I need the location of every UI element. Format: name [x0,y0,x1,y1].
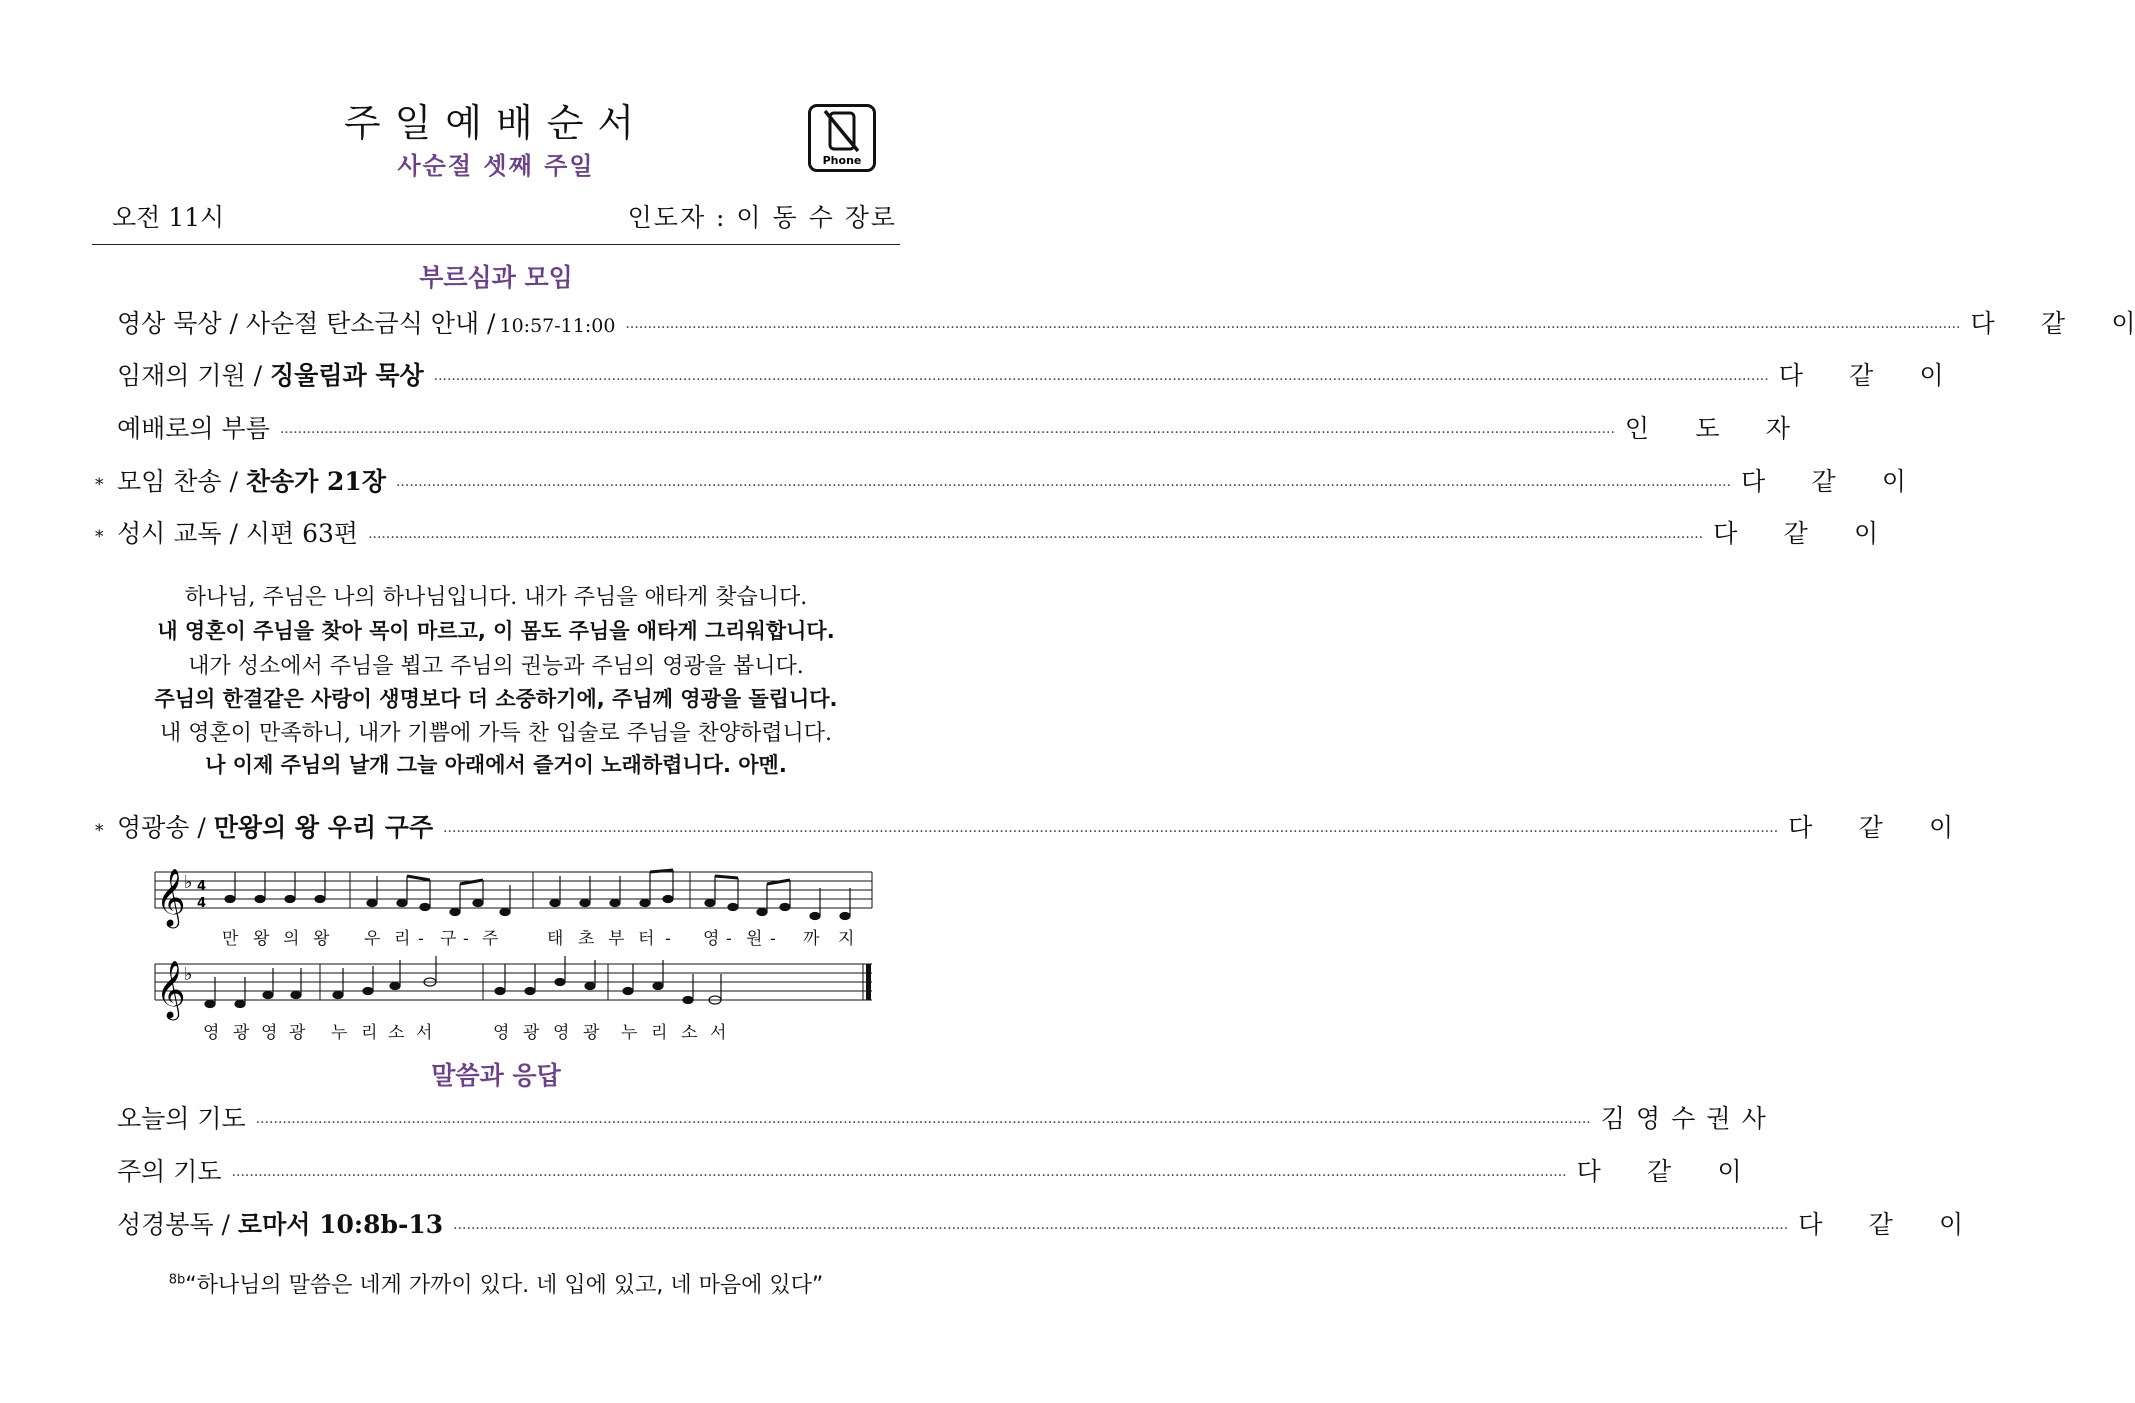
section-title-gathering: 부르심과 모임 [419,263,573,292]
svg-text:리: 리 [394,929,411,949]
order-label: 임재의 기원 / 징울림과 묵상 [117,361,424,390]
order-time: 10:57-11:00 [499,315,616,337]
leader-dots: ············································································································································································································································································································ [395,478,1732,494]
svg-text:태: 태 [547,929,564,949]
page-title: 주일예배순서 [343,101,649,145]
svg-text:광: 광 [233,1023,250,1043]
svg-text:구: 구 [440,929,457,949]
svg-text:서: 서 [710,1023,727,1043]
flat-icon: ♭ [184,964,193,985]
svg-text:우: 우 [364,929,381,949]
svg-text:-: - [726,929,732,949]
svg-text:소: 소 [388,1023,405,1043]
music-score [150,862,880,1047]
leader-dots: ············································································································································································································································································································ [443,824,1779,840]
treble-clef-icon: 𝄞 [156,960,186,1018]
svg-text:영: 영 [261,1023,278,1043]
treble-clef-icon: 𝄞 [156,868,186,926]
leader-dots: ············································································································································································································································································································ [255,1115,1591,1131]
svg-text:부: 부 [608,929,625,949]
svg-text:영: 영 [703,929,720,949]
time-signature-top: 4 [197,879,207,894]
order-label: 성경봉독 / 로마서 10:8b-13 [117,1210,444,1239]
order-row [95,1099,1766,1135]
order-who: 다 같 이 [1576,1157,1742,1186]
svg-text:광: 광 [523,1023,540,1043]
leader-dots: ············································································································································································································································································································ [368,530,1704,546]
svg-text:-: - [665,929,671,949]
order-label: 성시 교독 / 시편 63편 [117,519,359,548]
verse-text: “하나님의 말씀은 네게 가까이 있다. 네 입에 있고, 네 마음에 있다” [185,1273,824,1298]
phone-label: Phone [822,154,862,167]
order-label: 모임 찬송 / 찬송가 21장 [117,467,386,496]
flat-icon: ♭ [184,872,193,893]
svg-text:터: 터 [638,929,655,949]
order-label: 예배로의 부름 [117,414,270,443]
lyrics-line-2 [203,1022,726,1043]
section-title-word: 말씀과 응답 [431,1061,561,1090]
svg-text:광: 광 [583,1023,600,1043]
order-label: 오늘의 기도 [117,1104,246,1133]
order-who: 다 같 이 [1788,813,1954,842]
svg-text:리: 리 [361,1023,378,1043]
standing-mark: * [95,475,104,495]
svg-text:광: 광 [289,1023,306,1043]
svg-text:리: 리 [651,1023,668,1043]
psalm-line-leader: 내 영혼이 만족하니, 내가 기쁨에 가득 찬 입술로 주님을 찬양하렵니다. [160,721,832,746]
svg-text:초: 초 [578,929,595,949]
order-who: 다 같 이 [1970,309,2135,338]
service-time: 오전 11시 [112,203,225,232]
order-row [95,514,1879,550]
order-who: 다 같 이 [1778,361,1944,390]
svg-text:영: 영 [553,1023,570,1043]
order-row [95,808,1954,844]
order-who: 김 영 수 권 사 [1600,1104,1766,1133]
svg-text:-: - [463,929,469,949]
psalm-line-leader: 하나님, 주님은 나의 하나님입니다. 내가 주님을 애타게 찾습니다. [184,585,808,610]
svg-text:만: 만 [222,929,239,949]
svg-text:원: 원 [746,929,763,949]
lyrics-line-1 [222,928,854,949]
verse-ref: 8b [168,1272,186,1288]
order-who: 다 같 이 [1741,467,1907,496]
svg-text:소: 소 [681,1023,698,1043]
svg-text:왕: 왕 [253,929,270,949]
order-row [95,356,1944,392]
svg-text:지: 지 [838,929,855,949]
svg-text:누: 누 [621,1023,638,1043]
svg-text:까: 까 [803,929,820,949]
leader-dots: ············································································································································································································································································································ [453,1221,1789,1237]
order-row [95,304,2135,340]
service-leader: 인도자 : 이 동 수 장로 [627,203,897,232]
order-label: 영상 묵상 / 사순절 탄소금식 안내 / [117,309,496,338]
svg-text:영: 영 [203,1023,220,1043]
leader-dots: ············································································································································································································································································································ [625,320,1961,336]
order-label: 주의 기도 [117,1157,222,1186]
svg-text:-: - [418,929,424,949]
leader-dots: ············································································································································································································································································································ [433,372,1769,388]
psalm-line-leader: 내가 성소에서 주님을 뵙고 주님의 권능과 주님의 영광을 봅니다. [188,654,804,679]
leader-dots: ············································································································································································································································································································ [279,425,1615,441]
psalm-line-congregation: 주님의 한결같은 사랑이 생명보다 더 소중하기에, 주님께 영광을 돌립니다. [154,687,838,711]
standing-mark: * [95,821,104,841]
standing-mark: * [95,527,104,547]
time-signature-bottom: 4 [197,896,207,911]
svg-text:누: 누 [331,1023,348,1043]
svg-text:왕: 왕 [313,929,330,949]
psalm-line-congregation: 내 영혼이 주님을 찾아 목이 마르고, 이 몸도 주님을 애타게 그리워합니다. [157,619,835,643]
order-row [95,462,1907,498]
order-row [95,1152,1742,1188]
order-who: 다 같 이 [1798,1210,1964,1239]
svg-text:영: 영 [493,1023,510,1043]
psalm-line-congregation: 나 이제 주님의 날개 그늘 아래에서 즐거이 노래하렵니다. 아멘. [205,753,787,777]
order-label: 영광송 / 만왕의 왕 우리 구주 [117,813,434,842]
order-who: 인 도 자 [1624,414,1790,443]
divider [92,244,900,245]
leader-dots: ············································································································································································································································································································ [231,1168,1567,1184]
order-row [95,409,1790,445]
no-phone-icon [808,104,876,172]
scripture-verse [0,1268,992,1299]
svg-text:주: 주 [482,929,499,949]
svg-text:-: - [770,929,776,949]
page-subtitle: 사순절 셋째 주일 [397,152,595,180]
svg-text:의: 의 [283,929,300,949]
order-row [95,1205,1964,1241]
order-who: 다 같 이 [1713,519,1879,548]
svg-text:서: 서 [416,1023,433,1043]
